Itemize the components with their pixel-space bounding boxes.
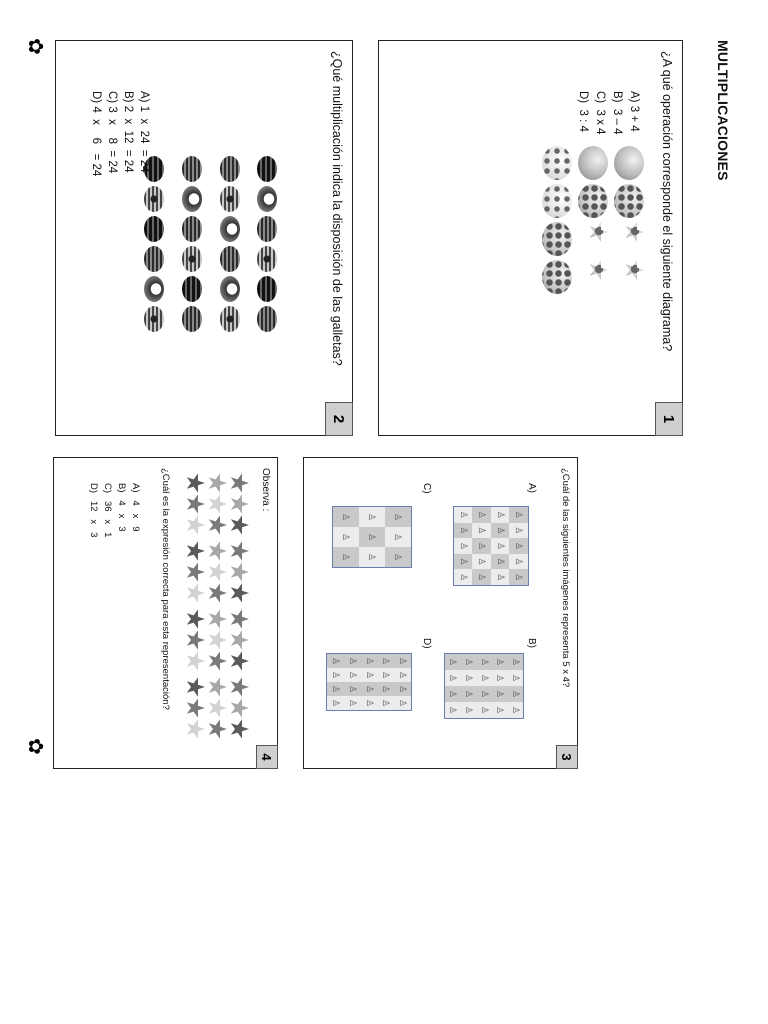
question-number: 3	[556, 745, 578, 769]
pawn-icon: ♙	[461, 686, 477, 702]
cookie-image	[182, 186, 202, 212]
pawn-icon: ♙	[344, 696, 361, 710]
pawn-icon: ♙	[394, 654, 411, 668]
pawn-icon: ♙	[473, 569, 492, 585]
pawn-icon: ♙	[394, 696, 411, 710]
pawn-icon: ♙	[510, 538, 529, 554]
answer-options	[88, 91, 152, 176]
pawn-icon: ♙	[491, 523, 510, 539]
cookie-image	[182, 306, 202, 332]
option-d[interactable]: D) 3 : 4	[577, 91, 589, 132]
pawn-icon: ♙	[492, 686, 508, 702]
cookie-image	[182, 276, 202, 302]
star-icon	[207, 677, 227, 697]
cookie-image	[220, 276, 240, 302]
cookie-image	[144, 186, 164, 212]
question-1-box	[378, 40, 683, 436]
star-icon	[229, 719, 249, 739]
pawn-icon: ♙	[394, 682, 411, 696]
option-c[interactable]: C) 3 x 4	[594, 91, 606, 135]
cookie-image	[220, 156, 240, 182]
star-icon	[207, 609, 227, 629]
cookie-image	[257, 306, 277, 332]
egg-image	[542, 260, 572, 294]
star-icon	[207, 651, 227, 671]
star-icon	[229, 698, 249, 718]
question-text: ¿Cuál de las siguientes imágenes representa 5 x 4?	[560, 468, 571, 688]
cookie-image	[220, 246, 240, 272]
pawn-icon: ♙	[454, 554, 473, 570]
pawn-icon: ♙	[510, 569, 529, 585]
egg-image	[542, 184, 572, 218]
star-icon	[207, 562, 227, 582]
egg-image	[614, 184, 644, 218]
pawn-icon: ♙	[333, 547, 359, 567]
pawn-icon: ♙	[473, 507, 492, 523]
cookie-image	[257, 216, 277, 242]
cookie-image	[220, 306, 240, 332]
pawn-icon: ♙	[473, 538, 492, 554]
option-a[interactable]: A) 3 + 4	[628, 91, 640, 132]
star-icon	[185, 651, 205, 671]
option-c[interactable]: C) 36 x 1	[102, 483, 113, 538]
option-a-grid[interactable]	[453, 506, 529, 586]
option-c-label[interactable]: C)	[421, 483, 432, 494]
answer-options	[86, 483, 142, 537]
cookie-image	[144, 306, 164, 332]
pawn-icon: ♙	[344, 668, 361, 682]
star-icon	[207, 719, 227, 739]
pawn-icon: ♙	[359, 547, 385, 567]
pawn-icon: ♙	[491, 507, 510, 523]
option-b[interactable]: B) 2 x 12 = 24	[122, 91, 134, 173]
question-number: 2	[325, 402, 353, 436]
pawn-icon: ♙	[492, 670, 508, 686]
star-icon	[229, 677, 249, 697]
pawn-icon: ♙	[327, 696, 344, 710]
star-icon	[207, 541, 227, 561]
cookie-image	[220, 186, 240, 212]
star-icon	[207, 583, 227, 603]
cookie-image	[182, 156, 202, 182]
pawn-icon: ♙	[377, 682, 394, 696]
observe-label: Observa :	[260, 468, 271, 512]
pawn-icon: ♙	[377, 654, 394, 668]
question-text: ¿A qué operación corresponde el siguiente diagrama?	[660, 51, 674, 352]
star-icon	[229, 651, 249, 671]
option-d[interactable]: D) 12 x 3	[88, 483, 99, 538]
star-icon	[229, 562, 249, 582]
star-icon	[185, 473, 205, 493]
pawn-icon: ♙	[377, 696, 394, 710]
egg-image	[624, 260, 644, 280]
star-icon	[229, 515, 249, 535]
egg-image	[588, 222, 608, 242]
star-icon	[185, 515, 205, 535]
pawn-icon: ♙	[385, 527, 411, 547]
pawn-icon: ♙	[361, 668, 378, 682]
option-b[interactable]: B) 4 x 3	[116, 483, 127, 532]
cookie-image	[257, 156, 277, 182]
pawn-icon: ♙	[476, 654, 492, 670]
pawn-icon: ♙	[359, 527, 385, 547]
pawn-icon: ♙	[476, 686, 492, 702]
pawn-icon: ♙	[327, 654, 344, 668]
pawn-icon: ♙	[492, 702, 508, 718]
pawn-icon: ♙	[510, 554, 529, 570]
star-icon	[229, 630, 249, 650]
pawn-icon: ♙	[445, 702, 461, 718]
question-number: 4	[256, 745, 278, 769]
cookie-image	[220, 216, 240, 242]
pawn-icon: ♙	[377, 668, 394, 682]
pawn-icon: ♙	[361, 682, 378, 696]
option-d-label[interactable]: D)	[421, 638, 432, 649]
pawn-icon: ♙	[344, 654, 361, 668]
star-icon	[207, 473, 227, 493]
pawn-icon: ♙	[473, 554, 492, 570]
egg-image	[624, 222, 644, 242]
option-c-grid[interactable]	[332, 506, 412, 568]
question-text: ¿Cuál es la expresión correcta para esta representación?	[160, 468, 171, 710]
pawn-icon: ♙	[361, 654, 378, 668]
pawn-icon: ♙	[491, 554, 510, 570]
star-icon	[185, 583, 205, 603]
question-4-box	[53, 457, 278, 769]
question-text: ¿Qué multiplicación indica la disposición de las galletas?	[330, 51, 344, 366]
cookie-image	[257, 276, 277, 302]
pawn-icon: ♙	[476, 670, 492, 686]
pawn-icon: ♙	[445, 670, 461, 686]
star-icon	[185, 494, 205, 514]
question-number: 1	[655, 402, 683, 436]
pawn-icon: ♙	[333, 527, 359, 547]
egg-image	[614, 146, 644, 180]
cartoon-corner-icon: ✿	[24, 38, 46, 55]
pawn-icon: ♙	[461, 670, 477, 686]
pawn-icon: ♙	[454, 538, 473, 554]
option-a[interactable]: A) 1 x 24 = 24	[138, 91, 150, 173]
option-c[interactable]: C) 3 x 8 = 24	[106, 91, 118, 174]
cookie-image	[257, 246, 277, 272]
option-b[interactable]: B) 3 – 4	[611, 91, 623, 135]
cartoon-corner-icon: ✿	[24, 738, 46, 755]
pawn-icon: ♙	[385, 507, 411, 527]
pawn-icon: ♙	[361, 696, 378, 710]
pawn-icon: ♙	[385, 547, 411, 567]
pawn-icon: ♙	[454, 569, 473, 585]
cookie-image	[182, 246, 202, 272]
star-icon	[185, 719, 205, 739]
option-a-label[interactable]: A)	[526, 483, 537, 493]
option-b-grid[interactable]	[444, 653, 524, 719]
star-icon	[185, 698, 205, 718]
egg-image	[588, 260, 608, 280]
star-icon	[207, 515, 227, 535]
pawn-icon: ♙	[333, 507, 359, 527]
option-d[interactable]: D) 4 x 6 = 24	[90, 91, 102, 177]
pawn-icon: ♙	[507, 686, 523, 702]
star-icon	[229, 473, 249, 493]
star-icon	[185, 609, 205, 629]
option-a[interactable]: A) 4 x 9	[130, 483, 141, 532]
star-icon	[185, 541, 205, 561]
star-icon	[207, 494, 227, 514]
pawn-icon: ♙	[507, 670, 523, 686]
egg-image	[578, 184, 608, 218]
cookie-image	[144, 216, 164, 242]
pawn-icon: ♙	[445, 654, 461, 670]
pawn-icon: ♙	[510, 507, 529, 523]
pawn-icon: ♙	[507, 654, 523, 670]
pawn-icon: ♙	[394, 668, 411, 682]
egg-image	[578, 146, 608, 180]
option-d-grid[interactable]	[326, 653, 412, 711]
pawn-icon: ♙	[454, 507, 473, 523]
pawn-icon: ♙	[492, 654, 508, 670]
pawn-icon: ♙	[344, 682, 361, 696]
pawn-icon: ♙	[473, 523, 492, 539]
question-2-box	[55, 40, 353, 436]
pawn-icon: ♙	[445, 686, 461, 702]
pawn-icon: ♙	[461, 654, 477, 670]
egg-image	[542, 146, 572, 180]
cookie-image	[144, 246, 164, 272]
option-b-label[interactable]: B)	[526, 638, 537, 648]
star-icon	[207, 630, 227, 650]
pawn-icon: ♙	[359, 507, 385, 527]
star-icon	[185, 630, 205, 650]
star-icon	[229, 541, 249, 561]
answer-options	[574, 91, 642, 134]
page-title: MULTIPLICACIONES	[715, 40, 731, 181]
pawn-icon: ♙	[327, 668, 344, 682]
cookie-image	[257, 186, 277, 212]
question-3-box	[303, 457, 578, 769]
pawn-icon: ♙	[491, 538, 510, 554]
pawn-icon: ♙	[491, 569, 510, 585]
pawn-icon: ♙	[510, 523, 529, 539]
pawn-icon: ♙	[327, 682, 344, 696]
star-icon	[185, 677, 205, 697]
star-icon	[207, 698, 227, 718]
pawn-icon: ♙	[461, 702, 477, 718]
cookie-image	[144, 276, 164, 302]
cookie-image	[182, 216, 202, 242]
star-icon	[185, 562, 205, 582]
pawn-icon: ♙	[476, 702, 492, 718]
star-icon	[229, 494, 249, 514]
star-icon	[229, 609, 249, 629]
star-icon	[229, 583, 249, 603]
pawn-icon: ♙	[454, 523, 473, 539]
pawn-icon: ♙	[507, 702, 523, 718]
egg-image	[542, 222, 572, 256]
